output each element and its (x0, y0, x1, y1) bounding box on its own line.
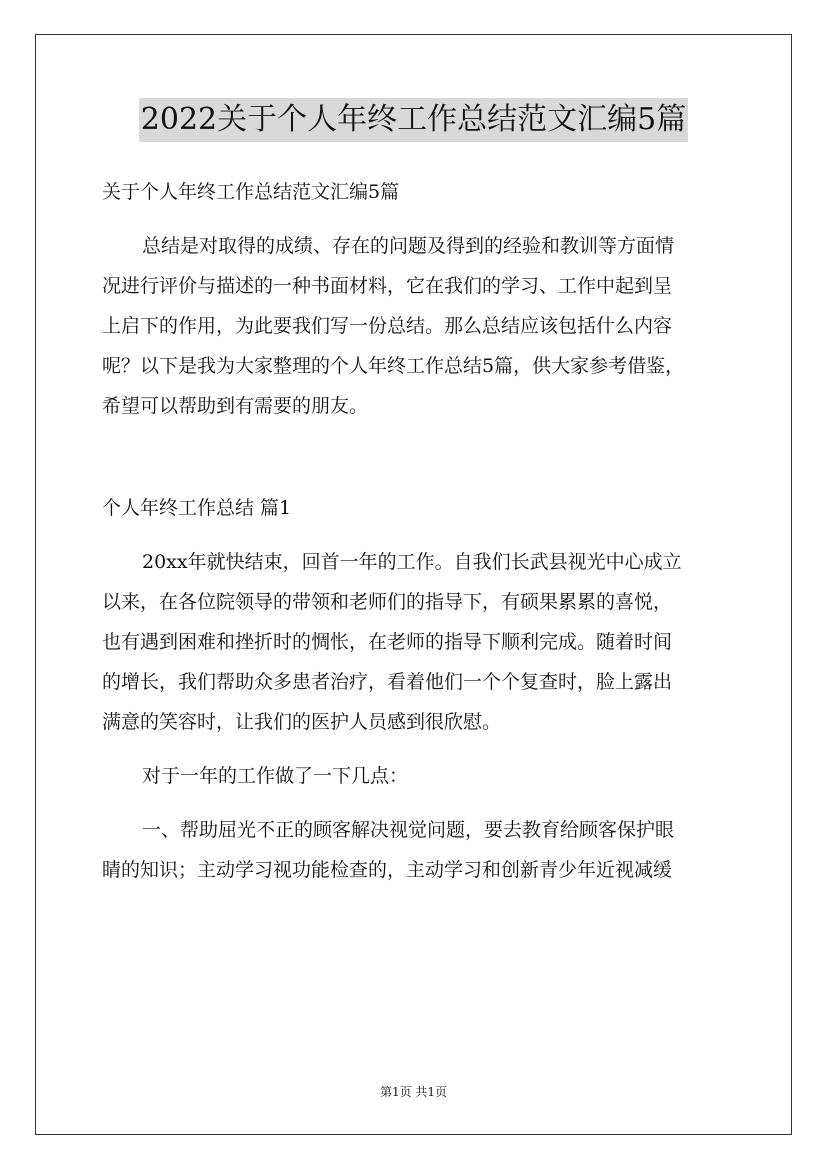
paragraph-line: 20xx年就快结束，回首一年的工作。自我们长武县视光中心成立 (142, 551, 682, 573)
page-footer: 第1页 共1页 (379, 1085, 448, 1099)
paragraph-line: 睛的知识；主动学习视功能检查的，主动学习和创新青少年近视减缓 (102, 859, 673, 881)
paragraph-line: 也有遇到困难和挫折时的惆怅，在老师的指导下顺利完成。随着时间 (102, 631, 673, 653)
intro-line: 呢？以下是我为大家整理的个人年终工作总结5篇，供大家参考借鉴， (102, 355, 685, 377)
section1-paragraph-3 (102, 810, 742, 890)
section-heading: 个人年终工作总结 篇1 (102, 497, 292, 519)
paragraph-line: 满意的笑容时，让我们的医护人员感到很欣慰。 (102, 711, 502, 733)
intro-paragraph (102, 226, 742, 426)
paragraph-line: 一、帮助屈光不正的顾客解决视觉问题，要去教育给顾客保护眼 (142, 819, 675, 841)
document-subtitle: 关于个人年终工作总结范文汇编5篇 (102, 181, 400, 203)
document-body (102, 172, 742, 890)
section1-paragraph-1 (102, 542, 742, 742)
intro-line: 希望可以帮助到有需要的朋友。 (102, 395, 369, 417)
paragraph-line: 的增长，我们帮助众多患者治疗，看着他们一个个复查时，脸上露出 (102, 671, 673, 693)
paragraph-line: 以来，在各位院领导的带领和老师们的指导下，有硕果累累的喜悦， (102, 591, 673, 613)
intro-line: 上启下的作用，为此要我们写一份总结。那么总结应该包括什么内容 (102, 315, 673, 337)
intro-line: 总结是对取得的成绩、存在的问题及得到的经验和教训等方面情 (142, 235, 675, 257)
document-title (0, 98, 827, 142)
intro-line: 况进行评价与描述的一种书面材料，它在我们的学习、工作中起到呈 (102, 275, 673, 297)
section1-paragraph-2: 对于一年的工作做了一下几点： (142, 765, 409, 787)
document-title-text: 2022关于个人年终工作总结范文汇编5篇 (139, 98, 688, 142)
